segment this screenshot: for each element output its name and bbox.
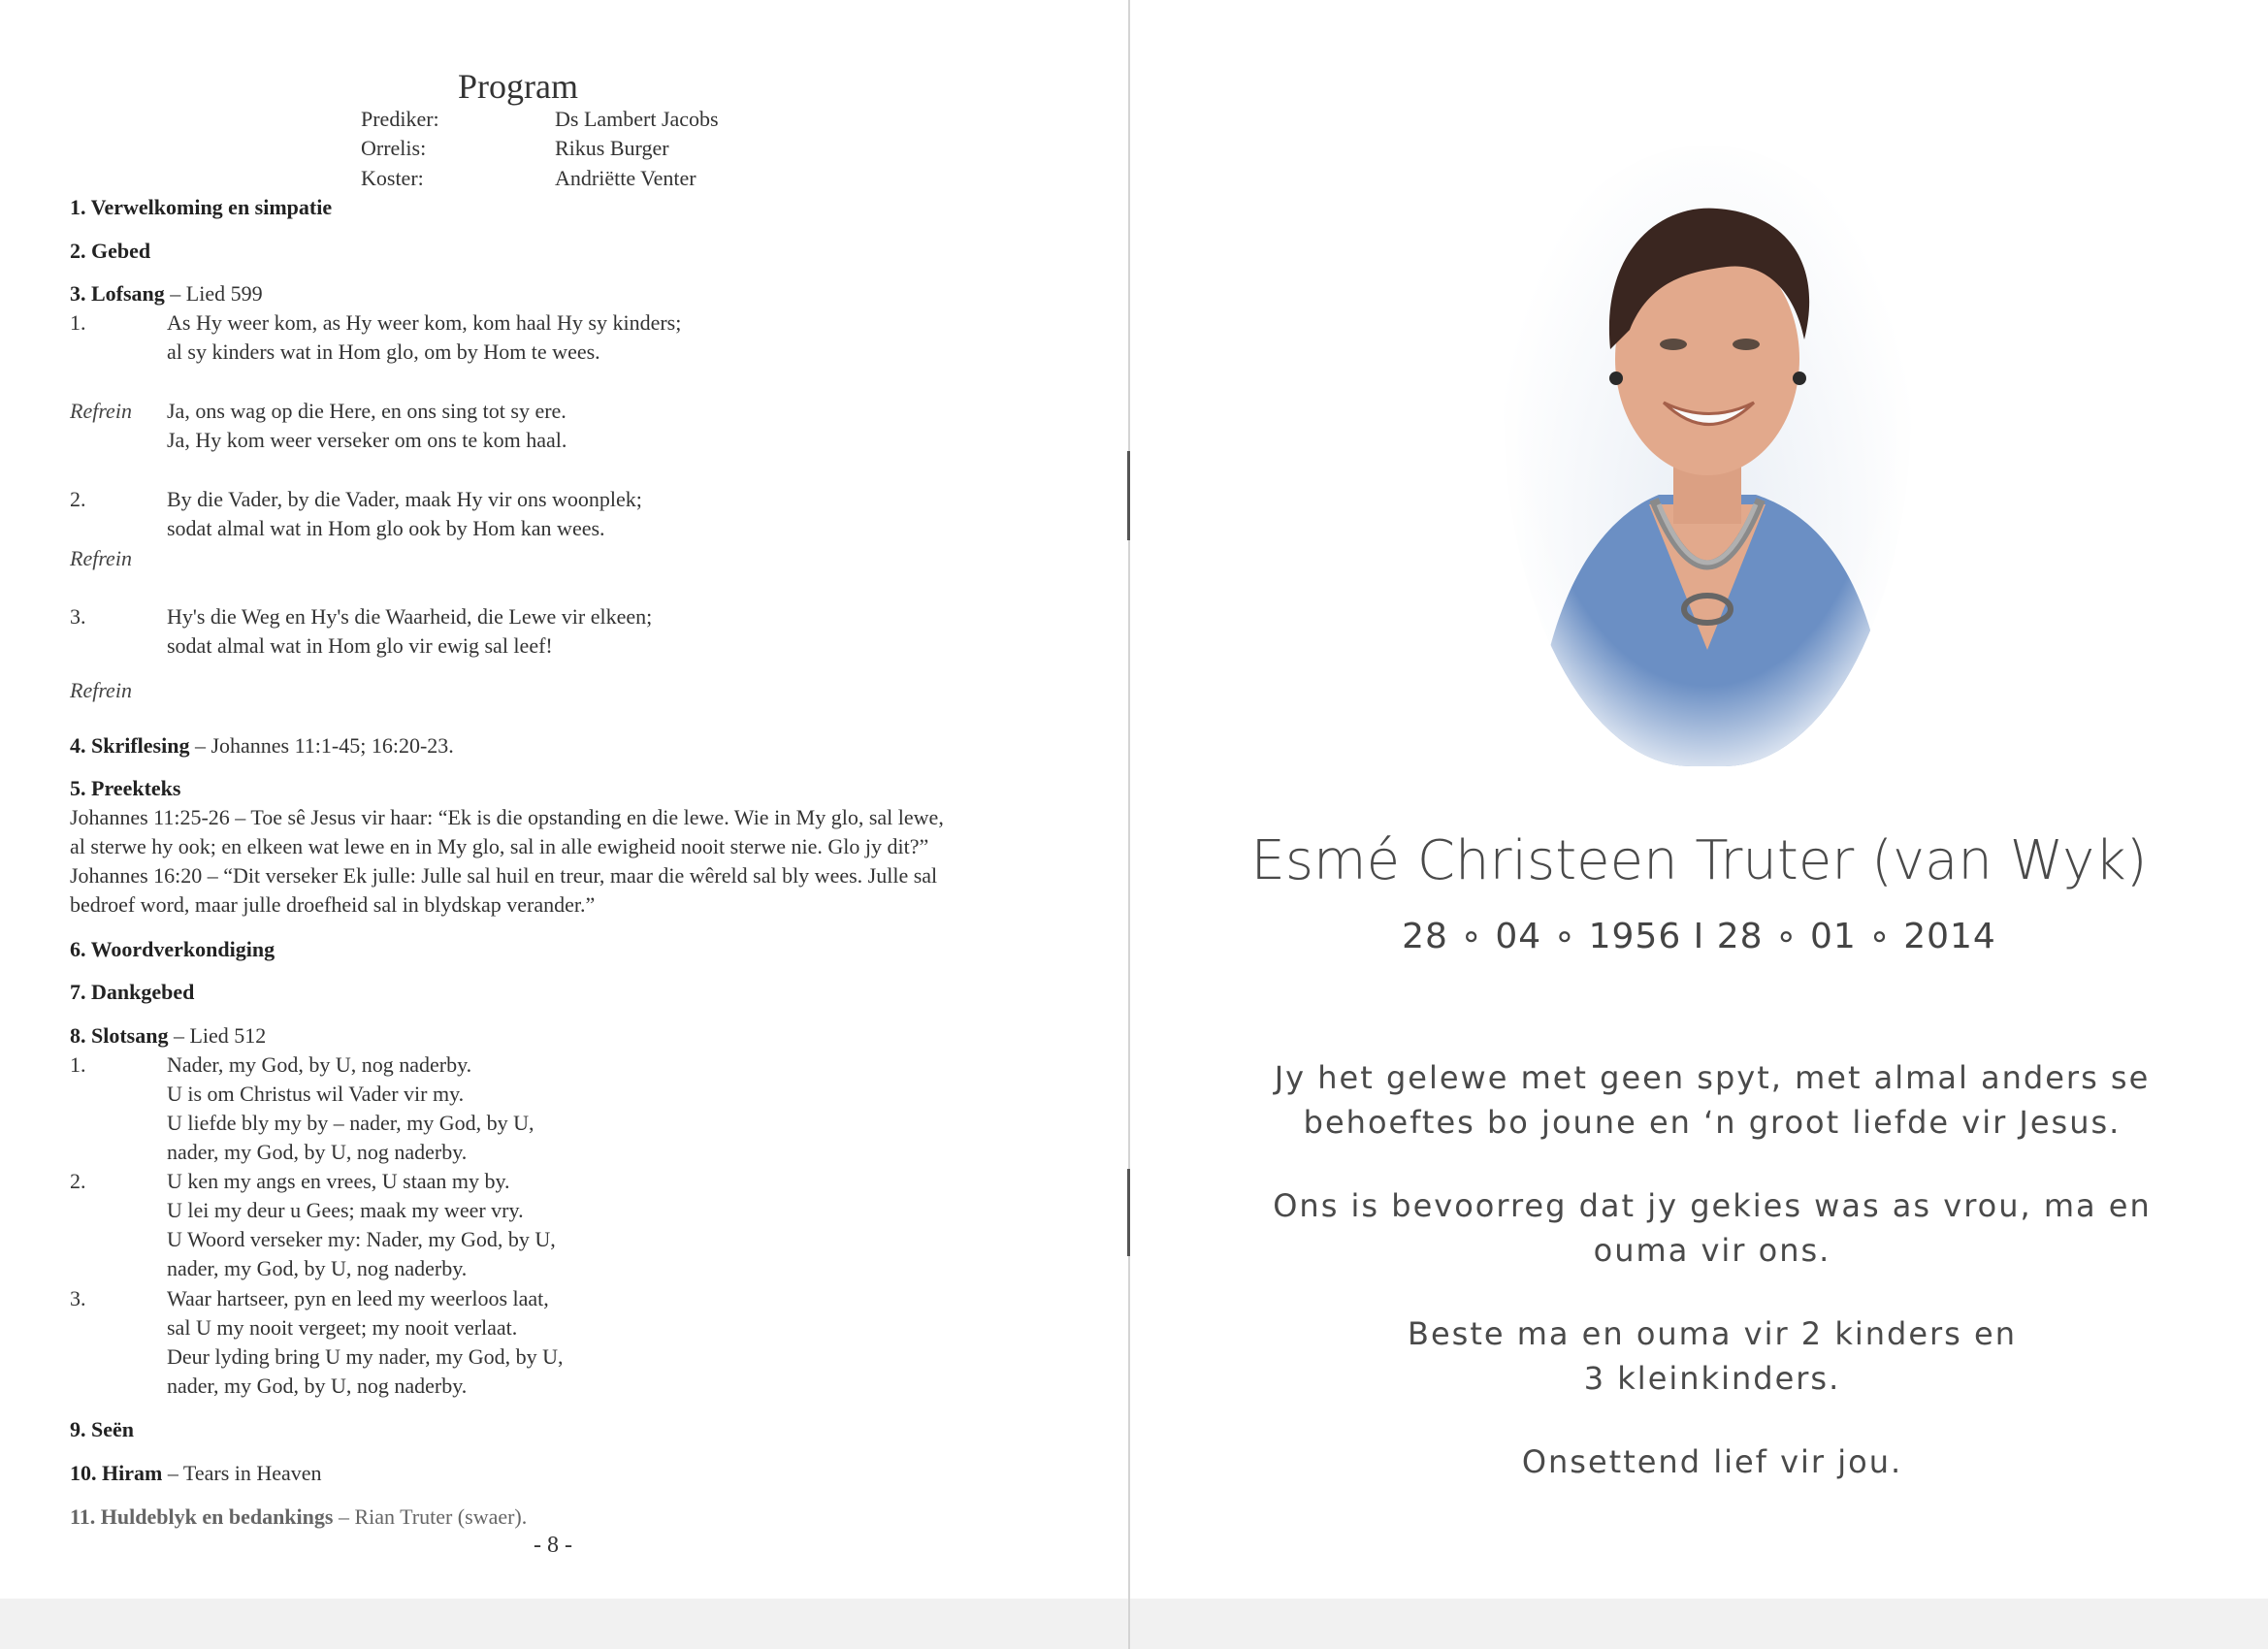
- program-item: [70, 1461, 322, 1486]
- program-title: Program: [458, 67, 578, 106]
- refrain-label: Refrein: [70, 399, 132, 423]
- official-name: Rikus Burger: [555, 136, 669, 160]
- verse-number: 2.: [70, 487, 86, 511]
- tribute-line: 3 kleinkinders.: [1583, 1360, 1841, 1397]
- scripture-line: bedroef word, maar julle droefheid sal in blydskap verander.”: [70, 892, 596, 917]
- program-item-heading: 10. Hiram: [70, 1461, 163, 1485]
- verse-number: 2.: [70, 1169, 86, 1193]
- hymn-line: Ja, Hy kom weer verseker om ons te kom haal.: [167, 428, 567, 452]
- verse-number: 3.: [70, 1286, 86, 1310]
- tribute-line: Ons is bevoorreg dat jy gekies was as vrou, ma en: [1273, 1187, 2152, 1224]
- program-item-detail: – Rian Truter (swaer).: [333, 1504, 528, 1529]
- official-role: Koster:: [361, 166, 424, 190]
- hymn-line: sal U my nooit vergeet; my nooit verlaat.: [167, 1315, 518, 1340]
- verse-number: 1.: [70, 310, 86, 335]
- hymn-line: nader, my God, by U, nog naderby.: [167, 1374, 468, 1398]
- verse-number: 1.: [70, 1052, 86, 1077]
- program-item: [70, 733, 454, 759]
- program-item: 1. Verwelkoming en simpatie: [70, 195, 333, 219]
- hymn-line: al sy kinders wat in Hom glo, om by Hom te wees.: [167, 340, 600, 364]
- refrain-label: Refrein: [70, 678, 132, 702]
- hymn-line: U Woord verseker my: Nader, my God, by U,: [167, 1227, 556, 1251]
- hymn-line: nader, my God, by U, nog naderby.: [167, 1256, 468, 1280]
- tribute-line: Onsettend lief vir jou.: [1521, 1443, 1903, 1480]
- scripture-line: Johannes 16:20 – “Dit verseker Ek julle: Julle sal huil en treur, maar die wêreld sal bly wees. Julle sal: [70, 863, 938, 888]
- hymn-line: Waar hartseer, pyn en leed my weerloos laat,: [167, 1286, 549, 1310]
- program-item-detail: – Lied 512: [168, 1023, 267, 1048]
- tribute-paragraph: [1227, 1183, 2197, 1273]
- program-item-detail: – Tears in Heaven: [162, 1461, 322, 1485]
- official-role: Prediker:: [361, 107, 439, 131]
- hymn-line: Hy's die Weg en Hy's die Waarheid, die Lewe vir elkeen;: [167, 604, 653, 629]
- scripture-line: Johannes 11:25-26 – Toe sê Jesus vir haar: “Ek is die opstanding en die lewe. Wie in My glo, sal lewe,: [70, 805, 944, 829]
- program-item: 5. Preekteks: [70, 776, 181, 800]
- portrait-photo: [1504, 146, 1911, 766]
- program-item-detail: – Lied 599: [164, 281, 263, 306]
- program-item-heading: 3. Lofsang: [70, 281, 165, 306]
- memorial-page: [1130, 0, 2268, 1649]
- page-number: - 8 -: [534, 1533, 572, 1558]
- hymn-line: U is om Christus wil Vader vir my.: [167, 1082, 465, 1106]
- hymn-line: sodat almal wat in Hom glo ook by Hom kan wees.: [167, 516, 605, 540]
- tribute-paragraph: [1227, 1055, 2197, 1145]
- program-item: [70, 1504, 527, 1530]
- program-item: [70, 1023, 266, 1049]
- tribute-line: Jy het gelewe met geen spyt, met almal anders se: [1274, 1059, 2151, 1096]
- hymn-line: Ja, ons wag op die Here, en ons sing tot sy ere.: [167, 399, 567, 423]
- tribute-line: behoeftes bo joune en ‘n groot liefde vir Jesus.: [1303, 1104, 2122, 1141]
- program-item-detail: – Johannes 11:1-45; 16:20-23.: [189, 733, 454, 758]
- tribute-line: Beste ma en ouma vir 2 kinders en: [1408, 1315, 2017, 1352]
- scripture-line: al sterwe hy ook; en elkeen wat lewe en in My glo, sal in alle ewigheid nooit sterwe nie. Glo jy dit?”: [70, 834, 929, 858]
- hymn-line: nader, my God, by U, nog naderby.: [167, 1140, 468, 1164]
- program-item: [70, 281, 263, 307]
- program-page: [0, 0, 1130, 1649]
- hymn-line: Deur lyding bring U my nader, my God, by U,: [167, 1344, 564, 1369]
- program-item: 6. Woordverkondiging: [70, 937, 275, 961]
- official-role: Orrelis:: [361, 136, 427, 160]
- deceased-name: Esmé Christeen Truter (van Wyk): [1250, 829, 2148, 892]
- program-item-heading: 11. Huldeblyk en bedankings: [70, 1504, 334, 1529]
- verse-number: 3.: [70, 604, 86, 629]
- official-name: Ds Lambert Jacobs: [555, 107, 719, 131]
- tribute-paragraph: [1227, 1311, 2197, 1401]
- program-item-heading: 4. Skriflesing: [70, 733, 190, 758]
- refrain-label: Refrein: [70, 546, 132, 570]
- life-dates: 28 ∘ 04 ∘ 1956 I 28 ∘ 01 ∘ 2014: [1402, 917, 1996, 956]
- hymn-line: U ken my angs en vrees, U staan my by.: [167, 1169, 510, 1193]
- hymn-line: U liefde bly my by – nader, my God, by U,: [167, 1111, 535, 1135]
- official-name: Andriëtte Venter: [555, 166, 697, 190]
- program-item: 9. Seën: [70, 1417, 134, 1441]
- hymn-line: As Hy weer kom, as Hy weer kom, kom haal Hy sy kinders;: [167, 310, 682, 335]
- hymn-line: By die Vader, by die Vader, maak Hy vir ons woonplek;: [167, 487, 642, 511]
- hymn-line: U lei my deur u Gees; maak my weer vry.: [167, 1198, 524, 1222]
- tribute-line: ouma vir ons.: [1593, 1232, 1831, 1269]
- program-item: 7. Dankgebed: [70, 980, 195, 1004]
- program-item: 2. Gebed: [70, 239, 151, 263]
- hymn-line: sodat almal wat in Hom glo vir ewig sal leef!: [167, 633, 553, 658]
- portrait-illustration: [1504, 146, 1911, 766]
- program-item-heading: 8. Slotsang: [70, 1023, 169, 1048]
- hymn-line: Nader, my God, by U, nog naderby.: [167, 1052, 472, 1077]
- tribute-paragraph: [1227, 1439, 2197, 1484]
